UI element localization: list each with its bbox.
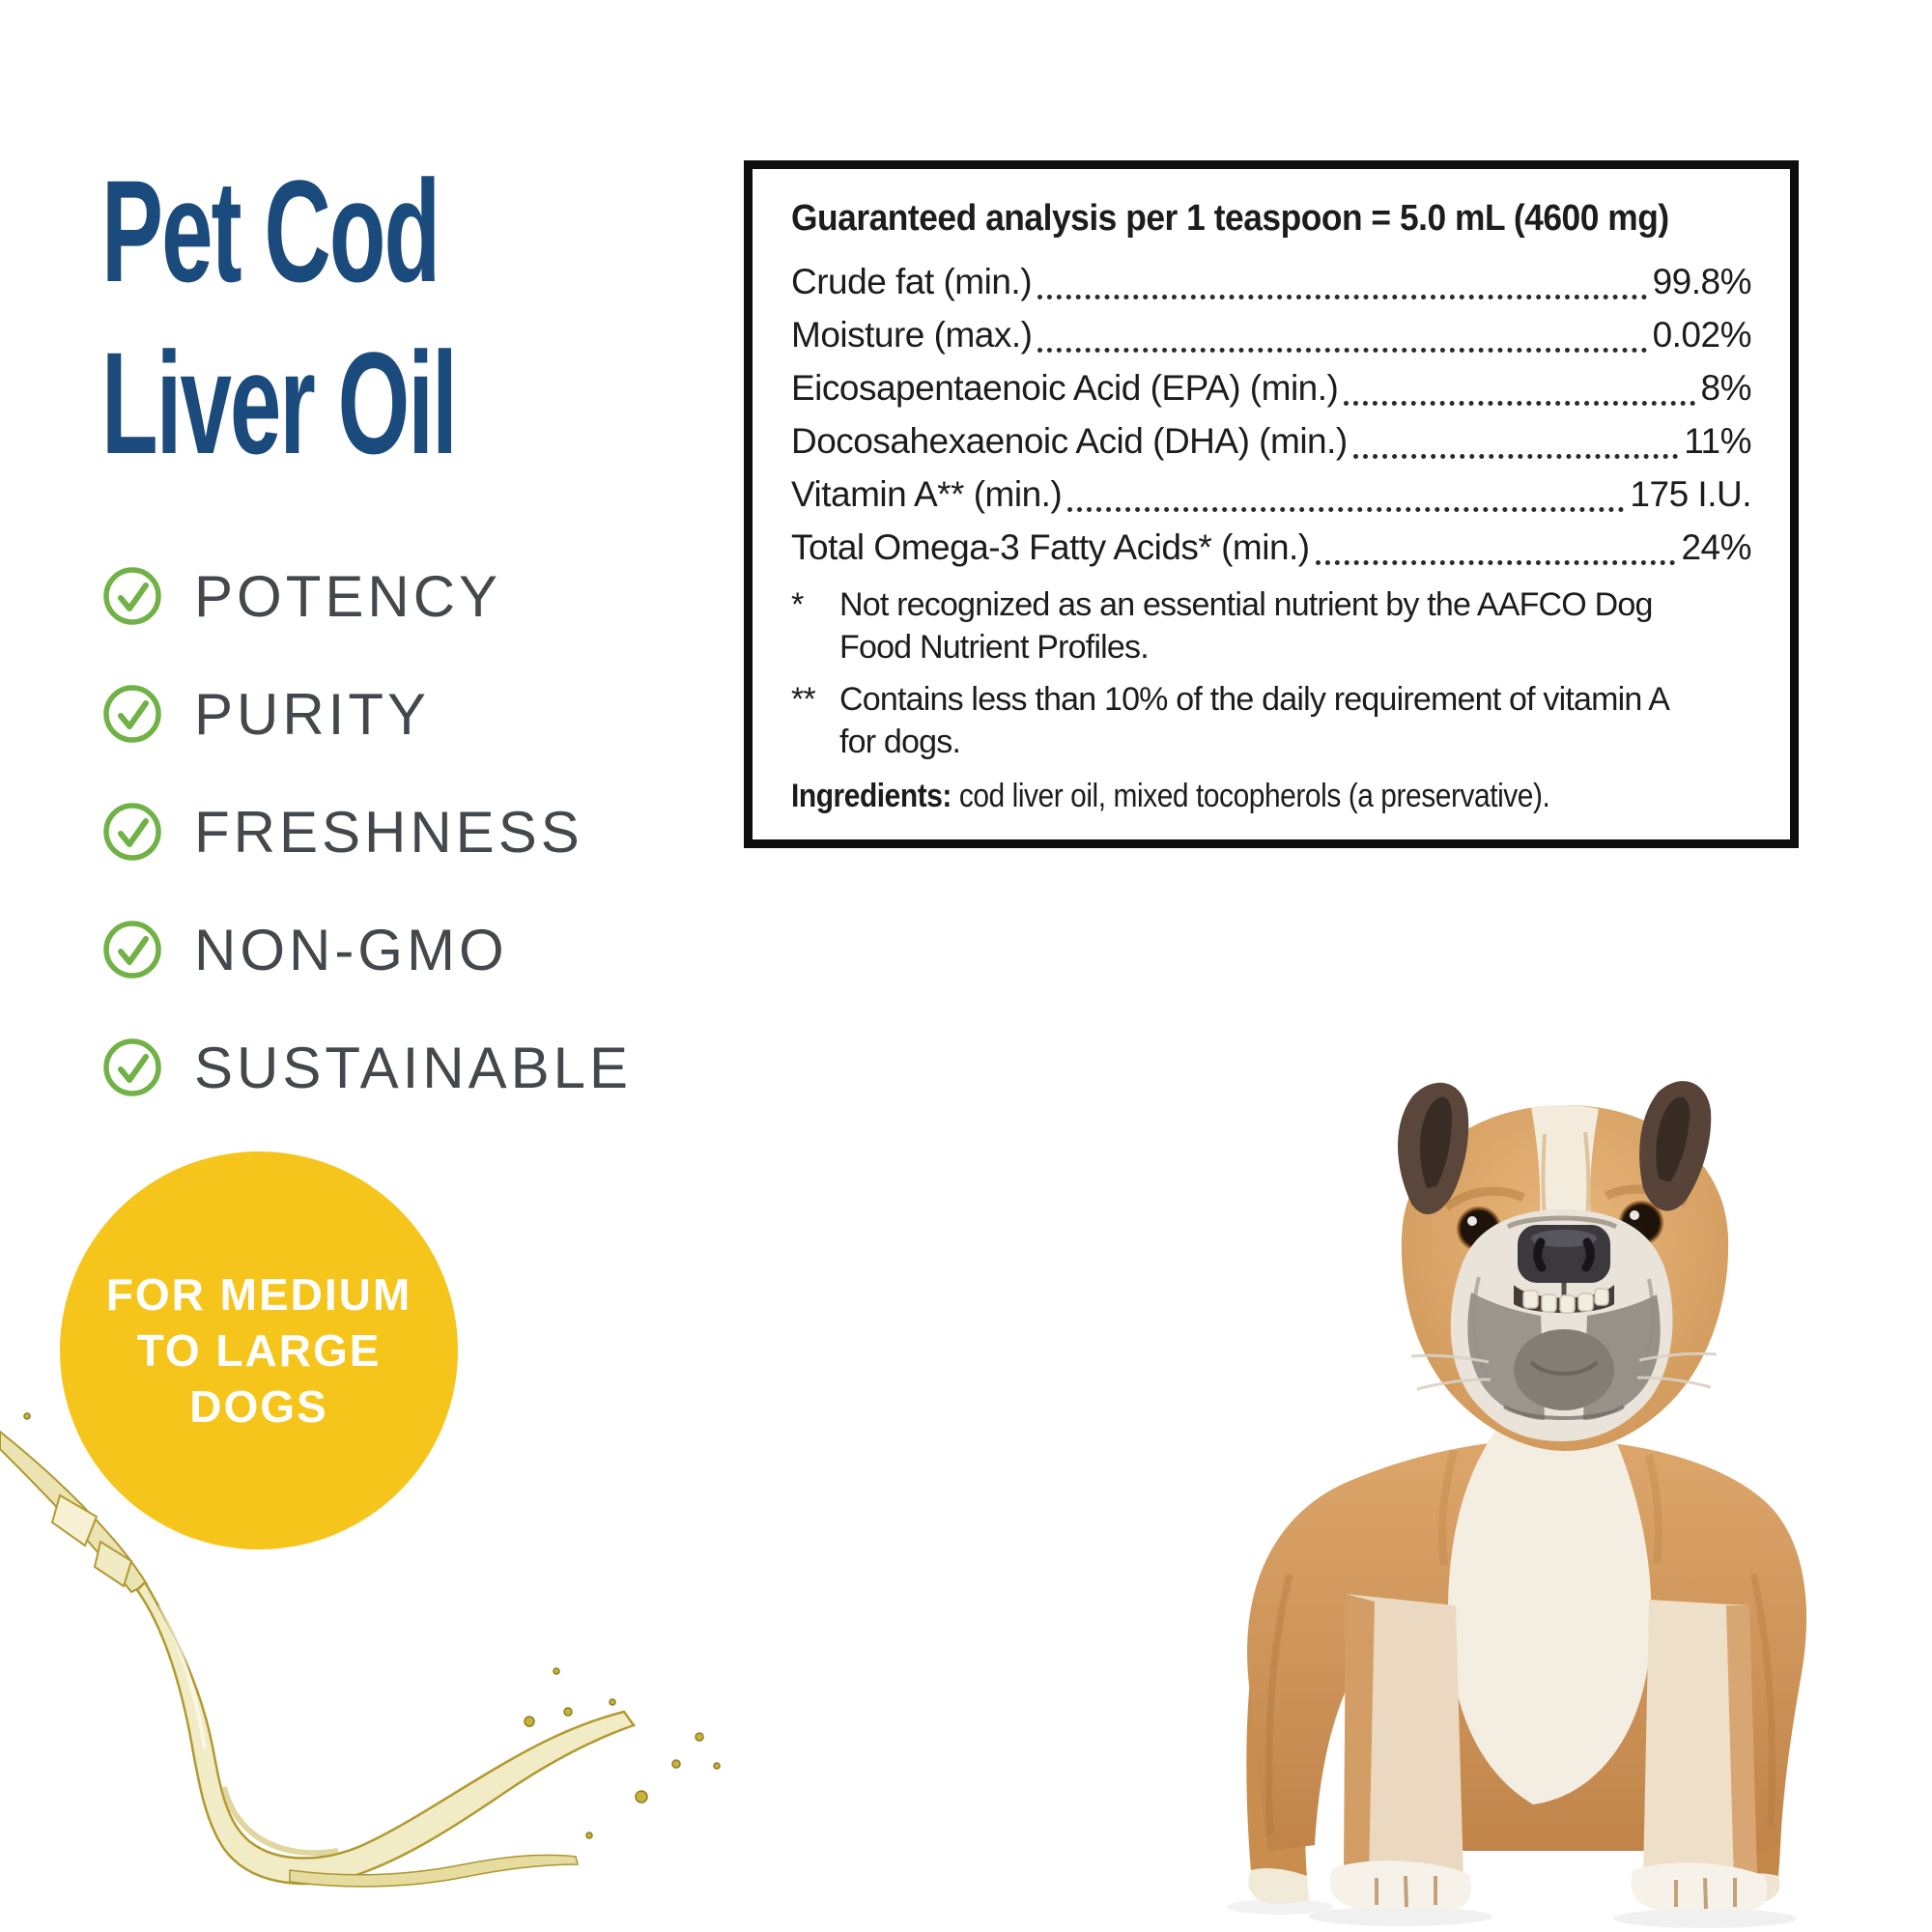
row-label: Docosahexaenoic Acid (DHA) (min.) — [791, 421, 1348, 461]
analysis-title: Guaranteed analysis per 1 teaspoon = 5.0 mL (4600 mg) — [791, 198, 1669, 239]
check-circle-icon — [101, 1037, 163, 1098]
check-circle-icon — [101, 565, 163, 627]
row-label: Eicosapentaenoic Acid (EPA) (min.) — [791, 368, 1339, 408]
dot-leader — [1037, 295, 1647, 299]
row-label: Moisture (max.) — [791, 315, 1033, 355]
table-row — [791, 468, 1751, 521]
bulldog-photo — [1212, 1072, 1831, 1932]
row-value: 175 I.U. — [1630, 474, 1751, 514]
list-item — [101, 1009, 632, 1126]
footnote-text: Contains less than 10% of the daily requirement of vitamin A for dogs. — [839, 681, 1668, 760]
badge-line-3: DOGS — [189, 1381, 328, 1432]
list-item — [101, 773, 632, 891]
footnote-marker: ** — [791, 681, 815, 718]
feature-label: POTENCY — [194, 563, 502, 629]
row-value: 11% — [1684, 421, 1751, 461]
dot-leader — [1344, 401, 1694, 406]
row-label: Vitamin A** (min.) — [791, 474, 1063, 514]
page-title — [101, 145, 720, 489]
table-row — [791, 361, 1751, 414]
title-line-2: Liver Oil — [101, 322, 456, 484]
footnote-text: Not recognized as an essential nutrient by the AAFCO Dog Food Nutrient Profiles. — [839, 586, 1653, 666]
badge-line-2: TO LARGE — [136, 1325, 382, 1376]
oil-splash-image — [0, 1381, 734, 1932]
row-value: 24% — [1681, 527, 1751, 567]
footnote-marker: * — [791, 586, 804, 623]
ingredients-text: cod liver oil, mixed tocopherols (a preservative). — [951, 778, 1550, 814]
ingredients-line — [791, 775, 1636, 817]
check-circle-icon — [101, 801, 163, 863]
title-line-1: Pet Cod — [101, 150, 440, 312]
feature-label: SUSTAINABLE — [194, 1035, 633, 1100]
footnote — [791, 583, 1751, 668]
dot-leader — [1353, 454, 1678, 459]
row-value: 8% — [1700, 368, 1751, 408]
dot-leader — [1037, 348, 1646, 353]
row-value: 0.02% — [1652, 315, 1751, 355]
table-row — [791, 414, 1751, 468]
row-label: Crude fat (min.) — [791, 262, 1033, 301]
check-circle-icon — [101, 683, 163, 745]
list-item — [101, 655, 632, 773]
dot-leader — [1067, 507, 1624, 512]
list-item — [101, 537, 632, 655]
footnote — [791, 678, 1751, 763]
dot-leader — [1316, 560, 1676, 565]
feature-label: NON-GMO — [194, 917, 508, 982]
table-row — [791, 255, 1751, 308]
table-row — [791, 521, 1751, 574]
feature-label: FRESHNESS — [194, 799, 583, 865]
row-value: 99.8% — [1652, 262, 1751, 301]
check-circle-icon — [101, 919, 163, 980]
ingredients-label: Ingredients: — [791, 778, 952, 814]
row-label: Total Omega-3 Fatty Acids* (min.) — [791, 527, 1310, 567]
feature-label: PURITY — [194, 681, 431, 747]
list-item — [101, 891, 632, 1009]
badge-line-1: FOR MEDIUM — [105, 1269, 412, 1320]
guaranteed-analysis-panel — [744, 160, 1799, 848]
feature-list — [101, 537, 632, 1126]
table-row — [791, 308, 1751, 361]
